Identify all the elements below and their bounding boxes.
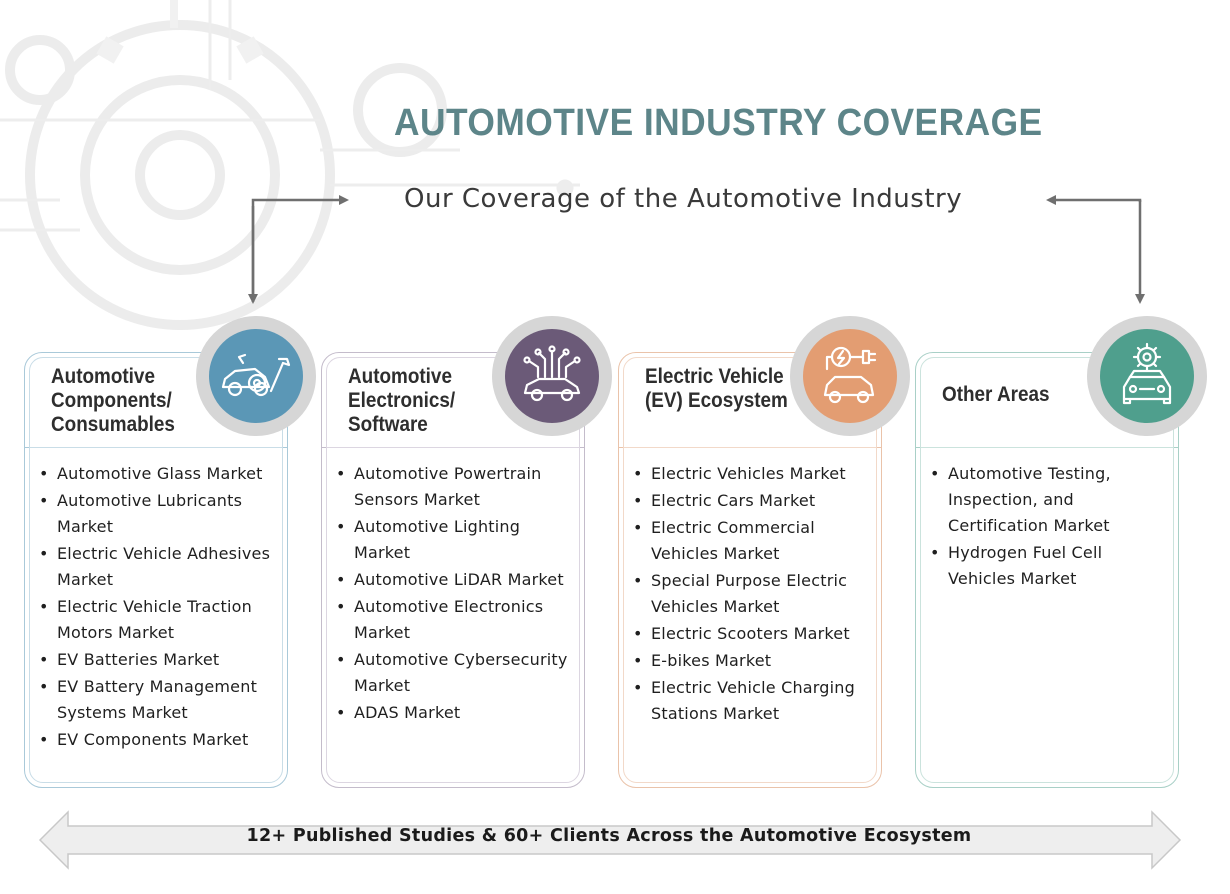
category-title: Other Areas — [942, 383, 1050, 406]
list-item[interactable]: • Automotive LiDAR Market — [354, 567, 580, 593]
list-item[interactable]: • Electric Commercial Vehicles Market — [651, 515, 877, 567]
list-item[interactable]: • Electric Cars Market — [651, 488, 877, 514]
list-item[interactable]: • EV Battery Management Systems Market — [57, 674, 283, 726]
footer-summary: 12+ Published Studies & 60+ Clients Across the Automotive Ecosystem — [246, 826, 972, 846]
list-item[interactable]: • Electric Vehicle Traction Motors Market — [57, 594, 283, 646]
right-connector-arrow — [1050, 200, 1140, 300]
car-circuit-icon — [505, 329, 599, 423]
car-wrench-icon — [209, 329, 303, 423]
list-item[interactable]: • Automotive Cybersecurity Market — [354, 647, 580, 699]
category-icon-badge — [196, 316, 316, 436]
category-icon-badge — [790, 316, 910, 436]
market-list — [35, 461, 283, 754]
category-icon-badge — [1087, 316, 1207, 436]
list-item[interactable]: • EV Batteries Market — [57, 647, 283, 673]
category-title: Electric Vehicle (EV) Ecosystem — [645, 365, 788, 412]
list-item[interactable]: • E-bikes Market — [651, 648, 877, 674]
category-title: Automotive Components/ Consumables — [51, 365, 175, 436]
list-item[interactable]: • Special Purpose Electric Vehicles Market — [651, 568, 877, 620]
list-item[interactable]: • ADAS Market — [354, 700, 580, 726]
market-list — [629, 461, 877, 728]
list-item[interactable]: • EV Components Market — [57, 727, 283, 753]
page-title: AUTOMOTIVE INDUSTRY COVERAGE — [394, 102, 1043, 144]
list-item[interactable]: • Automotive Lubricants Market — [57, 488, 283, 540]
list-item[interactable]: • Automotive Electronics Market — [354, 594, 580, 646]
list-item[interactable]: • Electric Vehicle Charging Stations Market — [651, 675, 877, 727]
list-item[interactable]: • Hydrogen Fuel Cell Vehicles Market — [948, 540, 1174, 592]
list-item[interactable]: • Automotive Lighting Market — [354, 514, 580, 566]
category-title: Automotive Electronics/ Software — [348, 365, 456, 436]
car-gear-icon — [1100, 329, 1194, 423]
market-list — [332, 461, 580, 727]
list-item[interactable]: • Electric Scooters Market — [651, 621, 877, 647]
category-icon-badge — [492, 316, 612, 436]
ev-charging-icon — [803, 329, 897, 423]
gear-background-decoration — [0, 0, 620, 360]
list-item[interactable]: • Automotive Glass Market — [57, 461, 283, 487]
list-item[interactable]: • Electric Vehicle Adhesives Market — [57, 541, 283, 593]
page-subtitle: Our Coverage of the Automotive Industry — [404, 184, 963, 214]
list-item[interactable]: • Electric Vehicles Market — [651, 461, 877, 487]
list-item[interactable]: • Automotive Testing, Inspection, and Certification Market — [948, 461, 1174, 539]
market-list — [926, 461, 1174, 593]
list-item[interactable]: • Automotive Powertrain Sensors Market — [354, 461, 580, 513]
